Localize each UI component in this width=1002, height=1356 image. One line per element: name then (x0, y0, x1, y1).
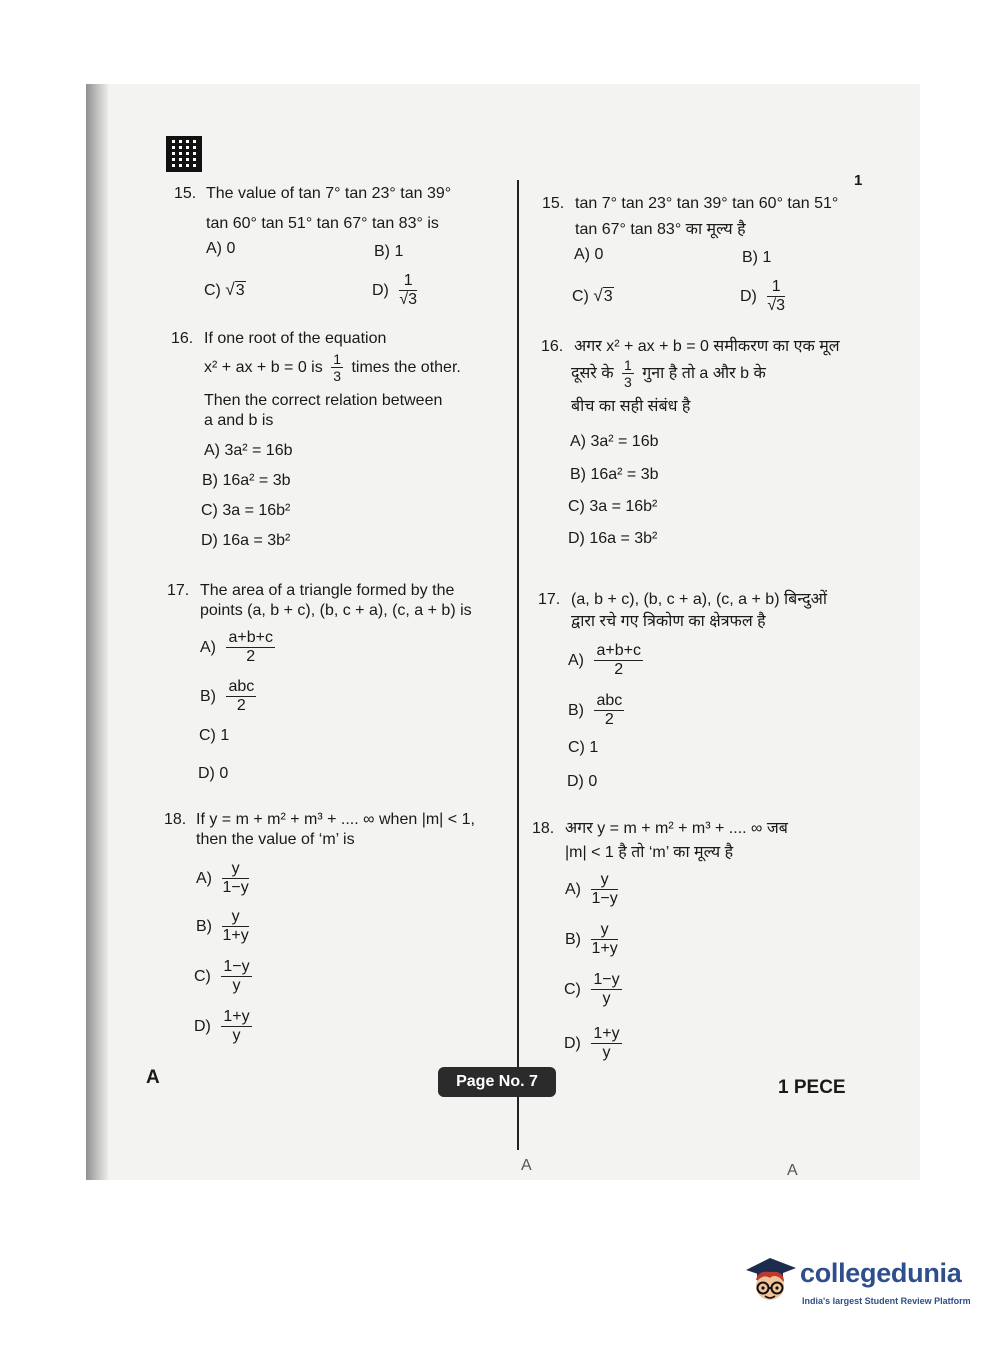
numerator: abc (594, 692, 624, 711)
option-b: B) 16a² = 3b (570, 466, 659, 483)
numerator: y (222, 908, 248, 927)
option-a (196, 860, 249, 898)
text-part: दूसरे के (571, 364, 614, 382)
option-label: D) (194, 1018, 211, 1036)
question-text (204, 351, 461, 384)
option-b (565, 921, 618, 959)
bottom-mark: A (521, 1157, 532, 1174)
option-d (194, 1008, 252, 1046)
denominator: 1−y (222, 879, 249, 897)
text-part: times the other. (351, 358, 461, 376)
option-label: A) (196, 870, 212, 888)
column-divider (517, 180, 519, 1150)
option-label: A) (200, 639, 216, 657)
radical-sign: √ (593, 286, 603, 305)
radical-sign: √ (399, 291, 409, 309)
series-code-left: A (146, 1067, 160, 1088)
option-label: C) (572, 288, 589, 305)
option-a: A) 3a² = 16b (204, 442, 293, 459)
fraction (226, 629, 274, 667)
bottom-mark: A (787, 1162, 798, 1179)
text-part: गुना है तो a और b के (642, 364, 766, 382)
denominator: y (232, 977, 241, 995)
fraction (594, 692, 624, 730)
fraction (591, 871, 617, 909)
option-label: D) (564, 1035, 581, 1053)
fraction (767, 278, 785, 316)
option-c: C) 1 (199, 727, 230, 744)
option-label: B) (568, 702, 584, 720)
numerator: 1 (767, 278, 785, 297)
right-column (532, 194, 902, 1094)
denominator: 2 (246, 648, 256, 666)
option-d (372, 272, 417, 310)
question-number: 16. (171, 330, 194, 347)
option-d: D) 16a = 3b² (568, 530, 658, 547)
numerator: 1 (624, 357, 632, 373)
question-number: 17. (538, 591, 561, 608)
radical-sign: √ (767, 297, 777, 315)
denominator: y (602, 1044, 611, 1062)
fraction (221, 958, 251, 996)
denominator: 2 (604, 711, 614, 729)
question-number: 18. (532, 820, 555, 837)
question-number: 15. (542, 195, 565, 212)
denominator (767, 297, 785, 315)
collegedunia-logo[interactable] (740, 1250, 975, 1314)
option-d (564, 1025, 622, 1063)
numerator: a+b+c (594, 642, 642, 661)
question-text: tan 67° tan 83° का मूल्य है (575, 221, 746, 238)
numerator: 1 (333, 351, 341, 367)
denominator: y (232, 1027, 241, 1045)
question-text: बीच का सही संबंध है (571, 398, 691, 415)
option-label: C) (564, 981, 581, 999)
question-number: 17. (167, 582, 190, 599)
option-c (204, 280, 246, 300)
denominator: 2 (614, 661, 624, 679)
fraction (399, 272, 417, 310)
question-text: The area of a triangle formed by the (200, 582, 455, 599)
denominator: 2 (236, 697, 246, 715)
option-a: A) 0 (574, 246, 604, 263)
question-text (571, 357, 766, 390)
option-a (568, 642, 643, 680)
mascot-icon (740, 1250, 798, 1314)
denominator: 3 (624, 374, 632, 391)
numerator: y (591, 921, 617, 940)
option-d: D) 0 (567, 773, 598, 790)
option-b: B) 16a² = 3b (202, 472, 291, 489)
sqrt-three (225, 280, 245, 300)
option-c (572, 286, 614, 306)
page-corner-number: 1 (854, 172, 863, 189)
option-d: D) 16a = 3b² (201, 532, 291, 549)
option-c: C) 1 (568, 739, 599, 756)
radicand: 3 (408, 291, 418, 309)
option-label: B) (200, 688, 216, 706)
option-label: B) (196, 918, 212, 936)
question-text: If y = m + m² + m³ + .... ∞ when |m| < 1, (196, 811, 475, 828)
option-b: B) 1 (742, 249, 772, 266)
question-number: 16. (541, 338, 564, 355)
option-c (564, 971, 622, 1009)
question-text: अगर y = m + m² + m³ + .... ∞ जब (565, 820, 788, 837)
numerator: 1 (399, 272, 417, 291)
numerator: y (222, 860, 248, 879)
scanned-page (86, 84, 920, 1180)
option-label: A) (568, 652, 584, 670)
question-text: If one root of the equation (204, 330, 387, 347)
qr-code (166, 136, 202, 172)
question-text: tan 7° tan 23° tan 39° tan 60° tan 51° (575, 195, 839, 212)
fraction (591, 921, 617, 959)
question-text: Then the correct relation between (204, 392, 443, 409)
option-label: C) (194, 968, 211, 986)
question-text: then the value of ‘m’ is (196, 831, 355, 848)
question-text: The value of tan 7° tan 23° tan 39° (206, 185, 452, 202)
option-c: C) 3a = 16b² (568, 498, 658, 515)
question-text: points (a, b + c), (b, c + a), (c, a + b) is (200, 602, 472, 619)
fraction (221, 1008, 251, 1046)
option-a: A) 3a² = 16b (570, 433, 659, 450)
numerator: 1−y (591, 971, 621, 990)
denominator: 1+y (222, 927, 249, 945)
fraction (222, 860, 248, 898)
option-d (740, 278, 785, 316)
question-text: |m| < 1 है तो ‘m’ का मूल्य है (565, 844, 734, 861)
option-b: B) 1 (374, 243, 404, 260)
denominator: y (602, 990, 611, 1008)
option-c (194, 958, 252, 996)
page-edge-shadow (86, 84, 108, 1180)
option-a: A) 0 (206, 240, 236, 257)
option-a (200, 629, 275, 667)
question-text: (a, b + c), (b, c + a), (c, a + b) बिन्दुओं (571, 591, 828, 608)
denominator: 1+y (591, 940, 618, 958)
question-text: a and b is (204, 412, 274, 429)
question-text: द्वारा रचे गए त्रिकोण का क्षेत्रफल है (571, 613, 766, 630)
question-text: tan 60° tan 51° tan 67° tan 83° is (206, 215, 439, 232)
left-column (164, 184, 504, 1084)
option-label: A) (565, 881, 581, 899)
fraction (331, 351, 343, 384)
fraction (622, 357, 634, 390)
numerator: 1+y (591, 1025, 621, 1044)
question-text: अगर x² + ax + b = 0 समीकरण का एक मूल (574, 338, 840, 355)
page-number-badge: Page No. 7 (438, 1067, 556, 1097)
option-label: D) (372, 282, 389, 300)
option-b (196, 908, 249, 946)
denominator: 3 (333, 368, 341, 385)
numerator: a+b+c (226, 629, 274, 648)
denominator (399, 291, 417, 309)
fraction (226, 678, 256, 716)
option-label: D) (740, 288, 757, 306)
radicand: 3 (603, 288, 613, 305)
question-number: 15. (174, 185, 197, 202)
option-label: B) (565, 931, 581, 949)
question-number: 18. (164, 811, 187, 828)
numerator: 1−y (221, 958, 251, 977)
brand-name: collegedunia (800, 1258, 962, 1288)
fraction (591, 971, 621, 1009)
fraction (591, 1025, 621, 1063)
option-a (565, 871, 618, 909)
option-label: C) (204, 282, 221, 299)
sqrt-three (593, 286, 613, 306)
paper-code: 1 PECE (778, 1077, 846, 1098)
brand-tagline: India's largest Student Review Platform (802, 1296, 971, 1306)
fraction (594, 642, 642, 680)
fraction (222, 908, 248, 946)
numerator: y (591, 871, 617, 890)
numerator: abc (226, 678, 256, 697)
option-b (568, 692, 624, 730)
text-part: x² + ax + b = 0 is (204, 358, 323, 376)
radicand: 3 (235, 282, 245, 299)
denominator: 1−y (591, 890, 618, 908)
radicand: 3 (776, 297, 786, 315)
option-c: C) 3a = 16b² (201, 502, 291, 519)
radical-sign: √ (225, 280, 235, 299)
option-b (200, 678, 256, 716)
numerator: 1+y (221, 1008, 251, 1027)
option-d: D) 0 (198, 765, 229, 782)
